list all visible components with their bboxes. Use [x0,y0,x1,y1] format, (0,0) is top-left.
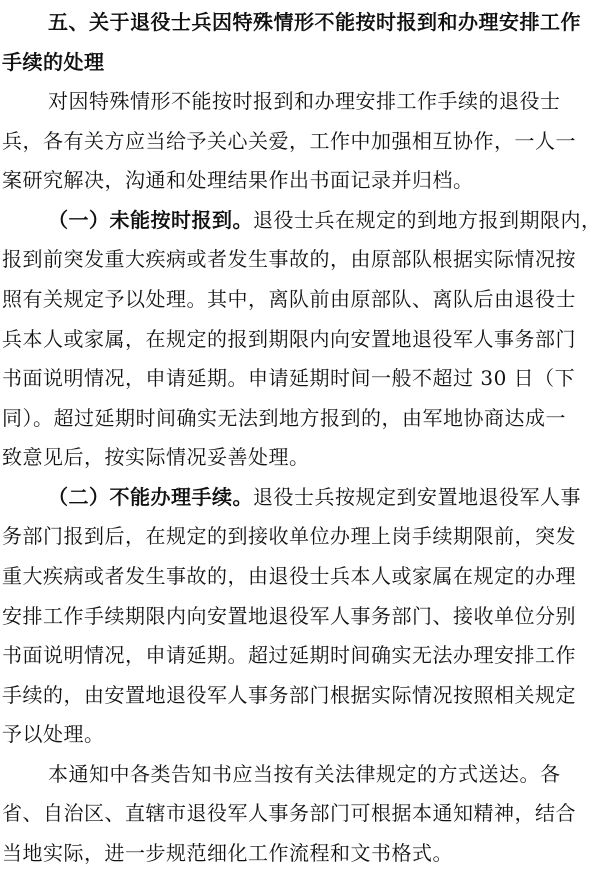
section2-first-line [48,479,607,516]
intro-line-3: 案研究解决，沟通和处理结果作出书面记录并归档。 [2,168,474,192]
section2-first-text: 退役士兵按规定到安置地退役军人事 [253,485,581,509]
section-heading-line-2: 手续的处理 [2,50,105,74]
section2-line: 书面说明情况，申请延期。超过延期时间确实无法办理安排工作 [2,643,576,667]
intro-line-1: 对因特殊情形不能按时报到和办理安排工作手续的退役士 [48,89,561,113]
section1-line: 同）。超过延期时间确实无法到地方报到的，由军地协商达成一 [2,406,566,430]
section2-line: 予以处理。 [2,722,105,746]
section2-title: （二）不能办理手续。 [48,485,253,509]
section-heading-line-1: 五、关于退役士兵因特殊情形不能按时报到和办理安排工作 [48,10,581,34]
section1-first-line [48,202,607,239]
section1-title: （一）未能按时报到。 [48,208,253,232]
closing-line-1: 本通知中各类告知书应当按有关法律规定的方式送达。各 [48,762,561,786]
section1-first-text: 退役士兵在规定的到地方报到期限内， [253,208,602,232]
section1-line: 照有关规定予以处理。其中，离队前由原部队、离队后由退役士 [2,287,576,311]
section2-line: 安排工作手续期限内向安置地退役军人事务部门、接收单位分别 [2,604,576,628]
closing-line-3: 当地实际，进一步规范细化工作流程和文书格式。 [2,841,453,865]
section1-line: 兵本人或家属，在规定的报到期限内向安置地退役军人事务部门 [2,327,576,351]
intro-line-2: 兵，各有关方应当给予关心关爱，工作中加强相互协作，一人一 [2,129,576,153]
section2-line: 手续的，由安置地退役军人事务部门根据实际情况按照相关规定 [2,683,576,707]
section1-line: 报到前突发重大疾病或者发生事故的，由原部队根据实际情况按 [2,247,576,271]
section1-line: 书面说明情况，申请延期。申请延期时间一般不超过 30 日（下 [2,366,576,390]
section1-line: 致意见后，按实际情况妥善处理。 [2,445,310,469]
section2-line: 务部门报到后，在规定的到接收单位办理上岗手续期限前，突发 [2,524,576,548]
section2-line: 重大疾病或者发生事故的，由退役士兵本人或家属在规定的办理 [2,564,576,588]
closing-line-2: 省、自治区、直辖市退役军人事务部门可根据本通知精神，结合 [2,801,576,825]
